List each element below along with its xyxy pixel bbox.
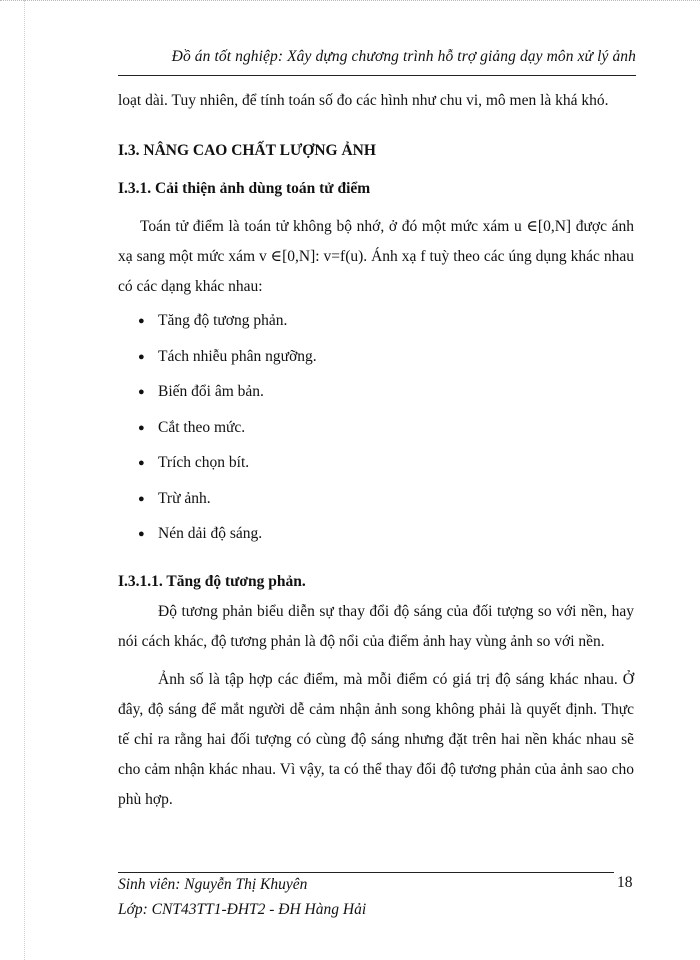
list-item: ● Trích chọn bít. (118, 448, 634, 484)
header-rule (118, 75, 636, 76)
bullet-icon: ● (138, 350, 145, 363)
point-operator-paragraph: Toán tử điểm là toán tử không bộ nhớ, ở đó một mức xám u ∈[0,N] được ánh xạ sang một mức xám v ∈[0,N]: v=f(u). Ánh xạ f tuỳ theo các úng dụng khác nhau có các dạng khác nhau: (118, 218, 634, 295)
list-item: ● Cắt theo mức. (118, 413, 634, 449)
bullet-icon: ● (138, 315, 145, 327)
operator-list (118, 306, 634, 555)
page-border-left (24, 0, 25, 960)
contrast-paragraph: Độ tương phản biểu diễn sự thay đổi độ sáng của đối tượng so với nền, hay nói cách khác, độ tương phản là độ nổi của điểm ảnh hay vùng ảnh so với nền. (118, 602, 634, 650)
list-item: ● Biến đổi âm bản. (118, 377, 634, 413)
digital-image-paragraph: Ảnh số là tập hợp các điểm, mà mỗi điểm có giá trị độ sáng khác nhau. Ở đây, độ sáng để mắt người dễ cảm nhận ảnh song không phải là quyết định. Thực tế chỉ ra rằng hai đối tượng có cùng độ sáng nhưng đặt trên hai nền khác nhau sẽ cho cảm nhận khác nhau. Vì vậy, ta có thể thay đổi độ tương phản của ảnh sao cho phù hợp. (118, 670, 634, 808)
footer-class: Lớp: CNT43TT1-ĐHT2 - ĐH Hàng Hải (118, 901, 367, 918)
list-item: ● Tăng độ tương phản. (118, 306, 634, 342)
footer-student: Sinh viên: Nguyễn Thị Khuyên (118, 876, 308, 893)
section-heading: I.3. NÂNG CAO CHẤT LƯỢNG ẢNH (118, 142, 376, 159)
list-item: ● Tách nhiễu phân ngưỡng. (118, 342, 634, 378)
list-item: ● Nén dải độ sáng. (118, 519, 634, 555)
subsubsection-heading: I.3.1.1. Tăng độ tương phản. (118, 572, 306, 590)
intro-paragraph: loạt dài. Tuy nhiên, để tính toán số đo các hình như chu vi, mô men là khá khó. (118, 92, 609, 109)
bullet-icon: ● (138, 457, 145, 469)
bullet-icon: ● (138, 421, 145, 434)
page-border-top (0, 0, 700, 1)
list-item: ● Trừ ảnh. (118, 484, 634, 520)
bullet-icon: ● (138, 386, 145, 398)
running-header: Đồ án tốt nghiệp: Xây dựng chương trình hỗ trợ giảng dạy môn xử lý ảnh (171, 48, 636, 65)
footer-rule (118, 872, 614, 873)
subsection-heading: I.3.1. Cải thiện ảnh dùng toán tử điểm (118, 180, 371, 197)
page-content (118, 78, 634, 815)
page-number: 18 (617, 874, 633, 891)
bullet-icon: ● (138, 492, 145, 505)
bullet-icon: ● (138, 528, 145, 540)
